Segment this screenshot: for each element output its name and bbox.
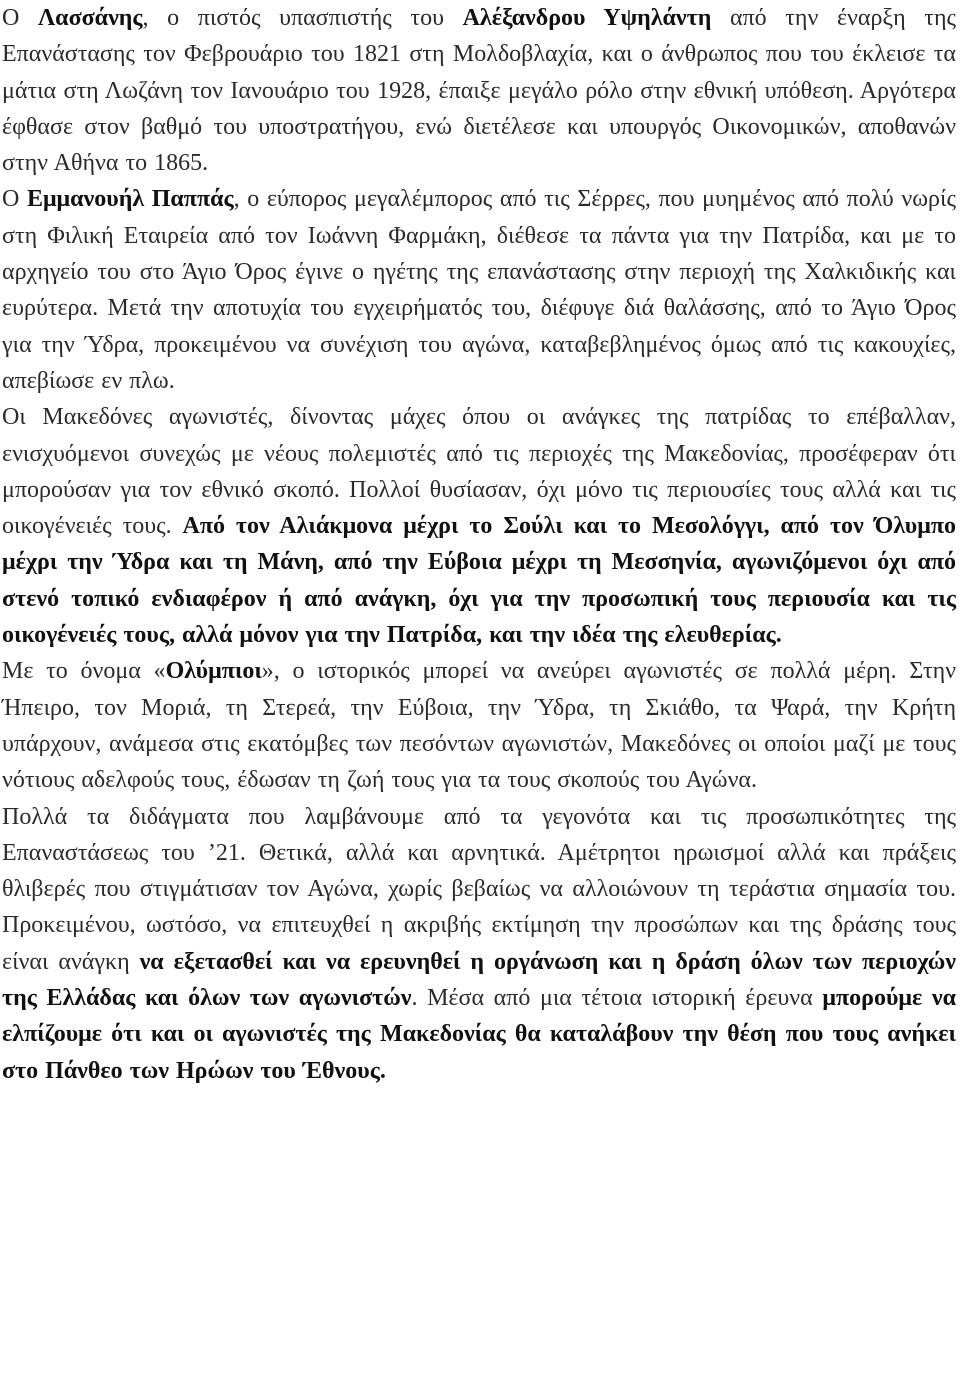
text-run: Ο (2, 186, 27, 213)
paragraph-lassanis (2, 0, 956, 181)
bold-name-lassanis: Λασσάνης (37, 5, 143, 31)
text-run: . Μέσα από μια τέτοια ιστορική έρευνα (411, 985, 823, 1012)
bold-passage-conclusion: μπορούμε να ελπίζουμε ότι και οι αγωνιστές της Μακεδονίας θα καταλάβουν την θέση που τους ανήκει στο Πάνθεο των Ηρώων του Έθνους. (2, 985, 957, 1084)
paragraph-olympioi (2, 653, 956, 798)
text-run: Οι Μακεδόνες αγωνιστές, δίνοντας μάχες όπου οι ανάγκες της πατρίδας το επέβαλλαν, ενισχυόμενοι συνεχώς με νέους πολεμιστές από τις περιοχές της Μακεδονίας, προσέφεραν ότι μπορούσαν για τον εθνικό σκοπό. Πολλοί θυσίασαν, όχι μόνο τις περιουσίες τους αλλά και τις οικογένειές τους. (2, 404, 956, 540)
text-run: Ο (2, 5, 38, 31)
paragraph-lessons (2, 799, 956, 1089)
text-run: », ο ιστορικός μπορεί να ανεύρει αγωνιστές σε πολλά μέρη. Στην Ήπειρο, τον Μοριά, τη Στερεά, την Εύβοια, την Ύδρα, τη Σκιάθο, τα Ψαρά, την Κρήτη υπάρχουν, ανάμεσα στις εκατόμβες των πεσόντων αγωνιστών, Μακεδόνες οι οποίοι μαζί με τους νότιους αδελφούς τους, έδωσαν τη ζωή τους για τα τους σκοπούς του Αγώνα. (2, 658, 956, 794)
bold-passage-regions: Από τον Αλιάκμονα μέχρι το Σούλι και το Μεσολόγγι, από τον Όλυμπο μέχρι την Ύδρα και τη Μάνη, από την Εύβοια μέχρι τη Μεσσηνία, αγωνιζόμενοι όχι από στενό τοπικό ενδιαφέρον ή από ανάγκη, όχι για την προσωπική τους περιουσία και τις οικογένειές τους, αλλά μόνον για την Πατρίδα, και την ιδέα της ελευθερίας. (2, 513, 956, 649)
bold-name-pappas: Εμμανουήλ Παππάς (26, 186, 234, 213)
text-run: Πολλά τα διδάγματα που λαμβάνουμε από τα γεγονότα και τις προσωπικότητες της Επαναστάσεως του ’21. Θετικά, αλλά και αρνητικά. Αμέτρητοι ηρωισμοί αλλά και πράξεις θλιβερές που στιγμάτισαν τον Αγώνα, χωρίς βεβαίως να αλλοιώνουν τη τεράστια σημασία του. Προκειμένου, ωστόσο, να επιτευχθεί η ακριβής εκτίμηση την προσώπων και της δράσης τους είναι ανάγκη (2, 803, 956, 975)
paragraph-pappas (2, 181, 956, 399)
text-run: , ο εύπορος μεγαλέμπορος από τις Σέρρες, που μυημένος από πολύ νωρίς στη Φιλική Εταιρεία από τον Ιωάννη Φαρμάκη, διέθεσε τα πάντα για την Πατρίδα, και με το αρχηγείο του στο Άγιο Όρος έγινε ο ηγέτης της επανάστασης στην περιοχή της Χαλκιδικής και ευρύτερα. Μετά την αποτυχία του εγχειρήματός του, διέφυγε διά θαλάσσης, από το Άγιο Όρος για την Ύδρα, προκειμένου να συνέχιση του αγώνα, καταβεβλημένος όμως από τις κακουχίες, απεβίωσε εν πλω. (2, 186, 956, 394)
paragraph-macedonian-fighters (2, 399, 956, 653)
text-run: , ο πιστός υπασπιστής του (142, 5, 463, 31)
text-run: από την έναρξη της Επανάστασης τον Φεβρουάριο του 1821 στη Μολδοβλαχία, και ο άνθρωπος που του έκλεισε τα μάτια στη Λωζάνη τον Ιανουάριο του 1928, έπαιξε μεγάλο ρόλο στην εθνική υπόθεση. Αργότερα έφθασε στον βαθμό του υποστρατήγου, ενώ διετέλεσε και υπουργός Οικονομικών, αποθανών στην Αθήνα το 1865. (2, 5, 956, 177)
bold-name-ypsilantis: Αλέξανδρου Υψηλάντη (462, 5, 712, 31)
bold-passage-research: να εξετασθεί και να ερευνηθεί η οργάνωση και η δράση όλων των περιοχών της Ελλάδας και όλων των αγωνιστών (2, 948, 956, 1012)
text-run: Με το όνομα « (2, 658, 166, 685)
bold-word-olympioi: Ολύμπιοι (165, 658, 262, 685)
